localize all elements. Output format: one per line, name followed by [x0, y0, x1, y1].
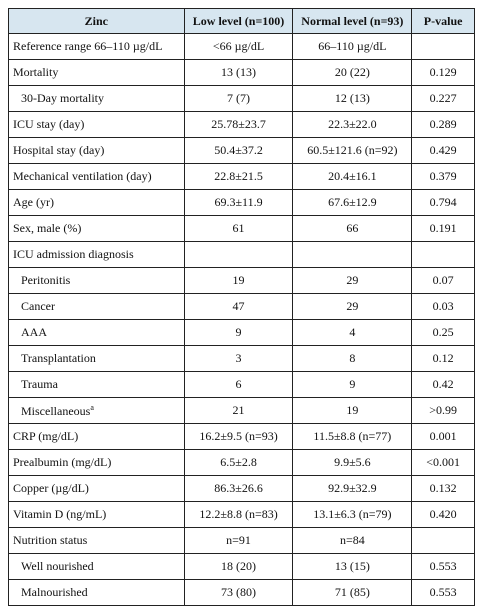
row-label: AAA [21, 325, 47, 339]
p-value-cell [412, 554, 475, 580]
low-level-value: 86.3±26.6 [214, 481, 263, 495]
row-label-cell [9, 112, 185, 138]
zinc-comparison-table [8, 8, 475, 606]
low-level-value: 21 [232, 403, 245, 417]
p-value: 0.25 [432, 325, 454, 339]
low-level-value: 6.5±2.8 [220, 455, 257, 469]
table-row [9, 320, 475, 346]
normal-level-value: 8 [349, 351, 356, 365]
low-level-value-cell [184, 346, 293, 372]
normal-level-value: 67.6±12.9 [328, 195, 377, 209]
header-p-value: P-value [412, 9, 475, 34]
normal-level-value: 4 [349, 325, 356, 339]
p-value: 0.420 [429, 507, 457, 521]
low-level-value-cell [184, 268, 293, 294]
row-label: Mechanical ventilation (day) [13, 169, 152, 183]
p-value-cell [412, 346, 475, 372]
p-value-cell [412, 580, 475, 606]
table-row [9, 580, 475, 606]
row-label-cell [9, 476, 185, 502]
row-label-cell [9, 34, 185, 60]
low-level-value-cell [184, 320, 293, 346]
p-value: 0.429 [429, 143, 457, 157]
p-value: 0.03 [432, 299, 454, 313]
p-value-cell [412, 164, 475, 190]
row-label-cell [9, 294, 185, 320]
row-label-cell [9, 86, 185, 112]
normal-level-value: 29 [346, 299, 359, 313]
low-level-value-cell [184, 138, 293, 164]
p-value-cell [412, 86, 475, 112]
row-label: Reference range 66–110 µg/dL [13, 39, 163, 53]
p-value-cell [412, 242, 475, 268]
low-level-value: 16.2±9.5 (n=93) [199, 429, 278, 443]
low-level-value-cell [184, 34, 293, 60]
table-row [9, 216, 475, 242]
row-label: ICU admission diagnosis [13, 247, 134, 261]
low-level-value: 69.3±11.9 [214, 195, 263, 209]
row-label-cell [9, 346, 185, 372]
row-label: ICU stay (day) [13, 117, 85, 131]
low-level-value-cell [184, 528, 293, 554]
low-level-value-cell [184, 450, 293, 476]
low-level-value-cell [184, 398, 293, 424]
row-label-cell [9, 528, 185, 554]
row-label-cell [9, 424, 185, 450]
p-value-cell [412, 268, 475, 294]
header-row [9, 9, 475, 34]
table-row [9, 346, 475, 372]
p-value: <0.001 [426, 455, 461, 469]
p-value: 0.001 [429, 429, 457, 443]
low-level-value: 13 (13) [221, 65, 257, 79]
normal-level-value: 11.5±8.8 (n=77) [313, 429, 392, 443]
p-value: >0.99 [429, 403, 458, 417]
normal-level-value-cell [293, 502, 412, 528]
p-value-cell [412, 190, 475, 216]
normal-level-value: 13.1±6.3 (n=79) [313, 507, 392, 521]
normal-level-value: 71 (85) [334, 585, 370, 599]
p-value: 0.227 [429, 91, 457, 105]
low-level-value-cell [184, 502, 293, 528]
normal-level-value-cell [293, 268, 412, 294]
row-label: Miscellaneous [21, 403, 91, 418]
table-row [9, 34, 475, 60]
p-value: 0.129 [429, 65, 457, 79]
low-level-value-cell [184, 242, 293, 268]
p-value-cell [412, 476, 475, 502]
normal-level-value-cell [293, 580, 412, 606]
normal-level-value-cell [293, 528, 412, 554]
low-level-value: 12.2±8.8 (n=83) [199, 507, 278, 521]
low-level-value: 18 (20) [221, 559, 257, 573]
row-label: Prealbumin (mg/dL) [13, 455, 112, 469]
p-value-cell [412, 398, 475, 424]
p-value-cell [412, 528, 475, 554]
p-value: 0.379 [429, 169, 457, 183]
row-label: 30-Day mortality [21, 91, 104, 105]
low-level-value: 61 [232, 221, 245, 235]
normal-level-value-cell [293, 138, 412, 164]
row-label: Cancer [21, 299, 55, 313]
low-level-value: 47 [232, 299, 245, 313]
low-level-value-cell [184, 554, 293, 580]
normal-level-value: 22.3±22.0 [328, 117, 377, 131]
p-value: 0.07 [432, 273, 454, 287]
row-label-cell [9, 450, 185, 476]
normal-level-value: 13 (15) [334, 559, 370, 573]
low-level-value-cell [184, 86, 293, 112]
row-label: Vitamin D (ng/mL) [13, 507, 107, 521]
row-label-cell [9, 138, 185, 164]
row-label-cell [9, 268, 185, 294]
row-label-cell [9, 216, 185, 242]
normal-level-value: 29 [346, 273, 359, 287]
table-row [9, 112, 475, 138]
p-value-cell [412, 112, 475, 138]
normal-level-value-cell [293, 164, 412, 190]
p-value: 0.289 [429, 117, 457, 131]
row-label: Copper (µg/dL) [13, 481, 89, 495]
low-level-value-cell [184, 164, 293, 190]
p-value: 0.794 [429, 195, 457, 209]
row-label: Age (yr) [13, 195, 54, 209]
row-label: Sex, male (%) [13, 221, 82, 235]
normal-level-value-cell [293, 34, 412, 60]
p-value-cell [412, 502, 475, 528]
normal-level-value-cell [293, 60, 412, 86]
table-row [9, 164, 475, 190]
p-value-cell [412, 216, 475, 242]
normal-level-value: 12 (13) [334, 91, 370, 105]
header-zinc: Zinc [9, 9, 185, 34]
table-row [9, 60, 475, 86]
p-value-cell [412, 424, 475, 450]
row-label-cell [9, 398, 185, 424]
row-label: Transplantation [21, 351, 96, 365]
table-row [9, 502, 475, 528]
row-label-cell [9, 320, 185, 346]
p-value: 0.553 [429, 559, 457, 573]
normal-level-value-cell [293, 242, 412, 268]
normal-level-value: 19 [346, 403, 359, 417]
table-body [9, 34, 475, 606]
low-level-value-cell [184, 424, 293, 450]
normal-level-value-cell [293, 398, 412, 424]
normal-level-value: 20 (22) [334, 65, 370, 79]
p-value-cell [412, 34, 475, 60]
low-level-value-cell [184, 216, 293, 242]
p-value-cell [412, 138, 475, 164]
normal-level-value-cell [293, 424, 412, 450]
footnote-marker: a [90, 402, 94, 412]
normal-level-value: 60.5±121.6 (n=92) [307, 143, 398, 157]
low-level-value: 73 (80) [221, 585, 257, 599]
normal-level-value-cell [293, 346, 412, 372]
row-label: Well nourished [21, 559, 94, 573]
low-level-value: 7 (7) [227, 91, 251, 105]
normal-level-value-cell [293, 216, 412, 242]
low-level-value-cell [184, 60, 293, 86]
low-level-value-cell [184, 476, 293, 502]
normal-level-value: 92.9±32.9 [328, 481, 377, 495]
table-row [9, 86, 475, 112]
normal-level-value-cell [293, 112, 412, 138]
row-label-cell [9, 190, 185, 216]
normal-level-value-cell [293, 372, 412, 398]
low-level-value-cell [184, 112, 293, 138]
low-level-value: 50.4±37.2 [214, 143, 263, 157]
normal-level-value-cell [293, 450, 412, 476]
row-label-cell [9, 580, 185, 606]
normal-level-value-cell [293, 476, 412, 502]
low-level-value: 6 [235, 377, 242, 391]
p-value-cell [412, 372, 475, 398]
table-row [9, 138, 475, 164]
header-low-level: Low level (n=100) [184, 9, 293, 34]
low-level-value: <66 µg/dL [212, 39, 265, 53]
table-row [9, 294, 475, 320]
row-label: Hospital stay (day) [13, 143, 105, 157]
normal-level-value-cell [293, 294, 412, 320]
normal-level-value: 9 [349, 377, 356, 391]
table-row [9, 424, 475, 450]
table-row [9, 476, 475, 502]
row-label: Trauma [21, 377, 58, 391]
p-value: 0.12 [432, 351, 454, 365]
table-row [9, 190, 475, 216]
low-level-value-cell [184, 372, 293, 398]
header-normal-level: Normal level (n=93) [293, 9, 412, 34]
normal-level-value: n=84 [339, 533, 365, 547]
row-label-cell [9, 554, 185, 580]
low-level-value-cell [184, 294, 293, 320]
normal-level-value-cell [293, 320, 412, 346]
table-row [9, 450, 475, 476]
table-row [9, 528, 475, 554]
low-level-value: n=91 [226, 533, 251, 547]
normal-level-value-cell [293, 190, 412, 216]
p-value: 0.132 [429, 481, 457, 495]
p-value: 0.553 [429, 585, 457, 599]
low-level-value: 19 [232, 273, 245, 287]
low-level-value: 9 [235, 325, 242, 339]
table-row [9, 268, 475, 294]
table-row [9, 398, 475, 424]
p-value: 0.42 [432, 377, 454, 391]
table-row [9, 372, 475, 398]
normal-level-value: 66–110 µg/dL [318, 39, 387, 53]
row-label-cell [9, 372, 185, 398]
row-label-cell [9, 242, 185, 268]
low-level-value: 22.8±21.5 [214, 169, 263, 183]
row-label-cell [9, 60, 185, 86]
row-label: Malnourished [21, 585, 88, 599]
low-level-value: 3 [235, 351, 242, 365]
normal-level-value: 9.9±5.6 [334, 455, 371, 469]
row-label-cell [9, 164, 185, 190]
low-level-value-cell [184, 580, 293, 606]
row-label: CRP (mg/dL) [13, 429, 79, 443]
row-label: Peritonitis [21, 273, 71, 287]
low-level-value-cell [184, 190, 293, 216]
normal-level-value-cell [293, 86, 412, 112]
row-label: Mortality [13, 65, 59, 79]
p-value-cell [412, 60, 475, 86]
normal-level-value: 20.4±16.1 [328, 169, 377, 183]
table-row [9, 242, 475, 268]
low-level-value: 25.78±23.7 [211, 117, 266, 131]
table-row [9, 554, 475, 580]
p-value: 0.191 [429, 221, 457, 235]
p-value-cell [412, 320, 475, 346]
normal-level-value: 66 [346, 221, 359, 235]
p-value-cell [412, 450, 475, 476]
normal-level-value-cell [293, 554, 412, 580]
p-value-cell [412, 294, 475, 320]
row-label-cell [9, 502, 185, 528]
row-label: Nutrition status [13, 533, 88, 547]
